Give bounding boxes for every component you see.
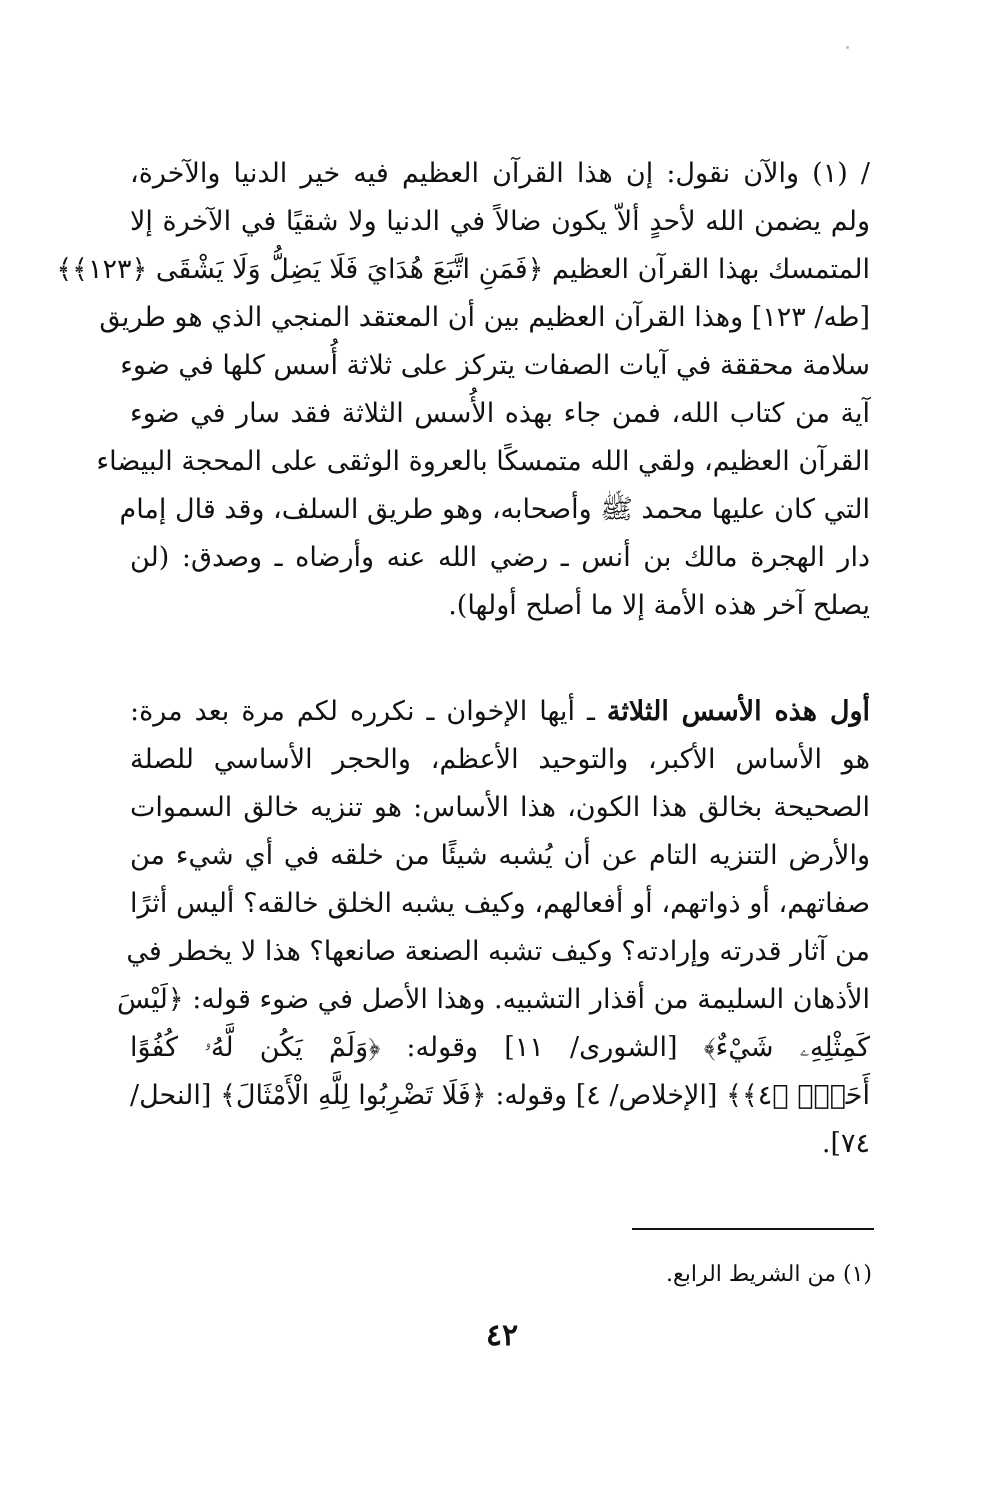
paragraph-1-line: سلامة محققة في آيات الصفات يتركز على ثلاثة أُسس كلها في ضوء	[120, 350, 870, 381]
footnote-separator	[632, 1228, 874, 1230]
paragraph-1	[56, 150, 870, 630]
paragraph-1-line: المتمسك بهذا القرآن العظيم ﴿فَمَنِ اتَّبَعَ هُدَايَ فَلَا يَضِلُّ وَلَا يَشْقَى ﴿١٢٣﴾﴾	[56, 254, 870, 285]
paragraph-1-line: القرآن العظيم، ولقي الله متمسكًا بالعروة الوثقى على المحجة البيضاء	[96, 446, 870, 477]
paragraph-2-line: الأذهان السليمة من أقذار التشبيه. وهذا الأصل في ضوء قوله: ﴿لَيْسَ	[117, 984, 870, 1015]
paragraph-1-line: دار الهجرة مالك بن أنس ـ رضي الله عنه وأرضاه ـ وصدق: (لن	[130, 542, 870, 573]
paragraph-2-line: الصحيحة بخالق هذا الكون، هذا الأساس: هو تنزيه خالق السموات	[130, 792, 870, 823]
paragraph-1-line: آية من كتاب الله، فمن جاء بهذه الأُسس الثلاثة فقد سار في ضوء	[130, 398, 870, 429]
paragraph-1-line: [طه/ ١٢٣] وهذا القرآن العظيم بين أن المعتقد المنجي الذي هو طريق	[99, 302, 870, 333]
scan-speck	[846, 46, 849, 49]
paragraph-2-line: كَمِثْلِهِۦ شَيْءٌ﴾ [الشورى/ ١١] وقوله: ﴿وَلَمْ يَكُن لَّهُۥ كُفُوًا	[130, 1032, 870, 1063]
paragraph-2-line: والأرض التنزيه التام عن أن يُشبه شيئًا من خلقه في أي شيء من	[130, 840, 870, 871]
first-line-rest: ـ أيها الإخوان ـ نكرره لكم مرة بعد مرة:	[130, 696, 607, 727]
paragraph-1-line: / (١) والآن نقول: إن هذا القرآن العظيم فيه خير الدنيا والآخرة،	[130, 158, 870, 189]
bold-lead-phrase: أول هذه الأسس الثلاثة	[606, 696, 870, 727]
paragraph-2-first-line	[130, 688, 870, 736]
paragraph-2	[117, 688, 870, 1168]
paragraph-2-line: من آثار قدرته وإرادته؟ وكيف تشبه الصنعة صانعها؟ هذا لا يخطر في	[126, 936, 870, 967]
footnote: (١) من الشريط الرابع.	[666, 1262, 872, 1287]
page-number: ٤٢	[485, 1318, 519, 1353]
paragraph-1-last-line: يصلح آخر هذه الأمة إلا ما أصلح أولها).	[448, 590, 870, 621]
paragraph-2-line: أَحَدٌۢ ﴿٤﴾﴾ [الإخلاص/ ٤] وقوله: ﴿فَلَا تَضْرِبُوا لِلَّهِ الْأَمْثَالَ﴾ [النحل/	[130, 1080, 870, 1111]
paragraph-2-line: هو الأساس الأكبر، والتوحيد الأعظم، والحجر الأساسي للصلة	[130, 744, 870, 775]
paragraph-1-line: التي كان عليها محمد ﷺ وأصحابه، وهو طريق السلف، وقد قال إمام	[119, 494, 870, 525]
paragraph-1-line: ولم يضمن الله لأحدٍ ألاّ يكون ضالاً في الدنيا ولا شقيًا في الآخرة إلا	[130, 206, 870, 237]
paragraph-2-last-line: ٧٤].	[821, 1128, 870, 1159]
paragraph-2-line: صفاتهم، أو ذواتهم، أو أفعالهم، وكيف يشبه الخلق خالقه؟ أليس أثرًا	[130, 888, 870, 919]
